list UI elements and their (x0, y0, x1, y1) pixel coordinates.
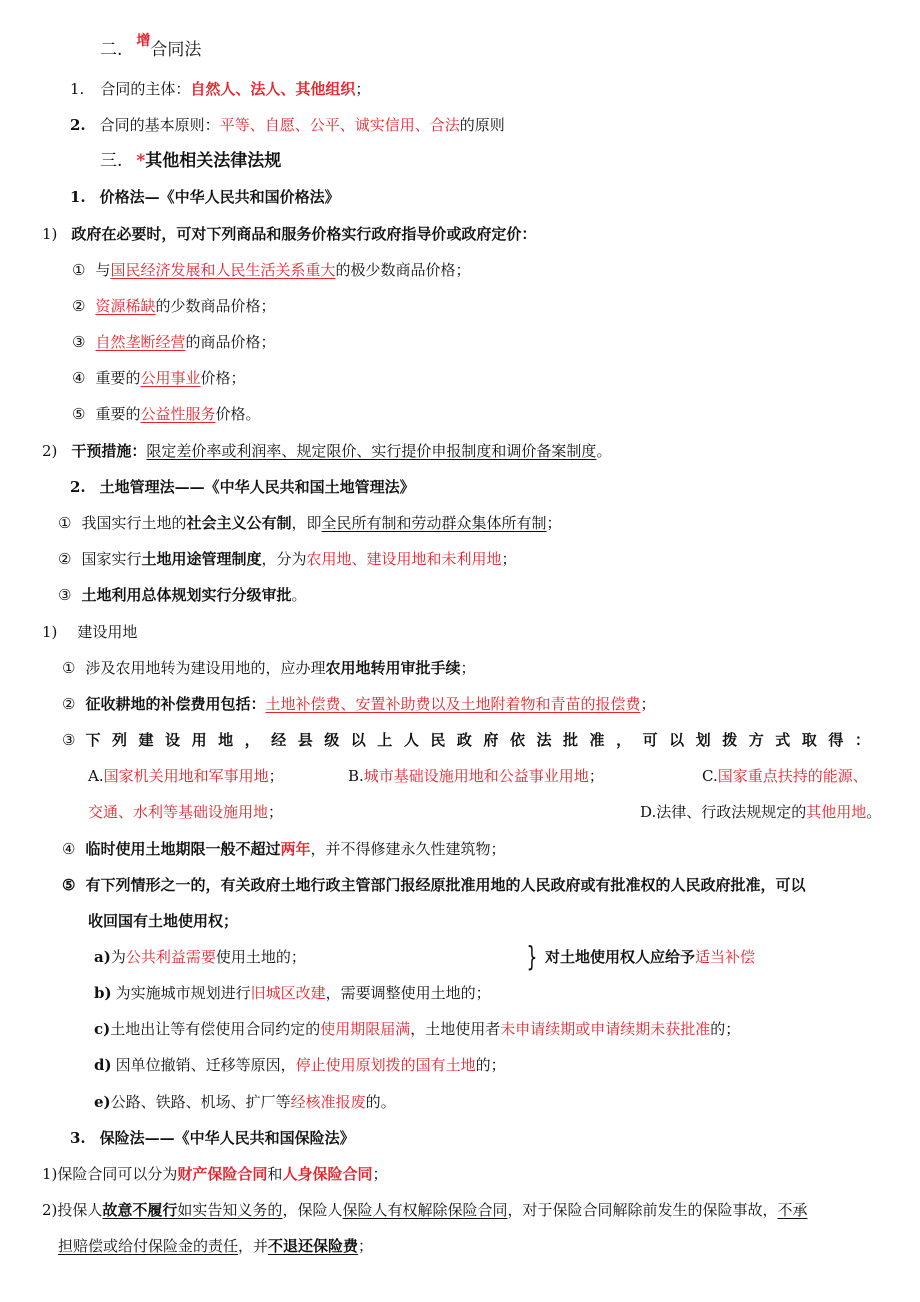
allocation-option-b: B.城市基础设施用地和公益事业用地； (348, 767, 604, 785)
allocation-char: 用 (191, 731, 207, 749)
added-mark: 增 (136, 33, 151, 49)
allocation-char: 方 (748, 731, 764, 749)
allocation-char: 上 (377, 731, 393, 749)
allocation-char: 府 (483, 731, 499, 749)
allocation-char: 建 (138, 731, 154, 749)
allocation-char: 得 (828, 731, 844, 749)
allocation-char: 级 (324, 731, 340, 749)
recovery-c: c)土地出让等有偿使用合同约定的使用期限届满，土地使用者未申请续期或申请续期未获批准的； (94, 1020, 741, 1038)
allocation-char: 拨 (722, 731, 738, 749)
allocation-char: 以 (669, 731, 685, 749)
recovery-d: d) 因单位撤销、迁移等原因，停止使用原划拨的国有土地的； (94, 1056, 506, 1074)
construction-item-2: ② 征收耕地的补偿费用包括：土地补偿费、安置补助费以及土地附着物和青苗的报偿费； (62, 695, 656, 713)
allocation-options-row-1: A.国家机关用地和军事用地； (88, 767, 284, 785)
allocation-char: 人 (403, 731, 419, 749)
land-item-1: ① 我国实行土地的社会主义公有制，即全民所有制和劳动群众集体所有制； (58, 514, 562, 532)
allocation-char: 取 (801, 731, 817, 749)
allocation-char: 政 (456, 731, 472, 749)
section-heading-other-laws: 三. *其他相关法律法规 (100, 151, 282, 171)
land-law-title: 2. 土地管理法——《中华人民共和国土地管理法》 (70, 478, 415, 496)
recovery-e: e)公路、铁路、机场、扩厂等经核准报废的。 (94, 1093, 396, 1111)
allocation-char: 可 (642, 731, 658, 749)
construction-item-3: ③ 下 列 建 设 用 地 ， 经 县 级 以 上 人 民 政 府 依 法 批 准 ， 可 以 划 拨 方 式 取 得 ： (62, 731, 870, 749)
price-list-item: ⑤ 重要的公益性服务价格。 (72, 405, 261, 423)
construction-item-1: ① 涉及农用地转为建设用地的，应办理农用地转用审批手续； (62, 659, 476, 677)
construction-item-4: ④ 临时使用土地期限一般不超过两年，并不得修建永久性建筑物； (62, 840, 506, 858)
contract-principles: 2. 合同的基本原则：平等、自愿、公平、诚实信用、合法的原则 (70, 116, 505, 134)
allocation-char: 民 (430, 731, 446, 749)
recovery-note: 对土地使用权人应给予适当补偿 (545, 948, 756, 966)
price-list-item: ① 与国民经济发展和人民生活关系重大的极少数商品价格； (72, 261, 471, 279)
insurance-law-title: 3. 保险法——《中华人民共和国保险法》 (70, 1129, 355, 1147)
construction-item-5: ⑤ 有下列情形之一的，有关政府土地行政主管部门报经原批准用地的人民政府或有批准权的人民政府批准，可以 (62, 876, 806, 894)
construction-land-heading: 1) 建设用地 (42, 623, 138, 641)
allocation-option-c-cont: 交通、水利等基础设施用地； (88, 803, 284, 821)
allocation-char: 县 (297, 731, 313, 749)
allocation-option-d: D.法律、行政法规规定的其他用地。 (640, 803, 882, 821)
allocation-char: 以 (350, 731, 366, 749)
allocation-char: 列 (111, 731, 127, 749)
price-intervention: 2) 干预措施：限定差价率或利润率、规定限价、实行提价申报制度和调价备案制度。 (42, 442, 612, 460)
price-law-title: 1. 价格法—《中华人民共和国价格法》 (70, 188, 340, 206)
price-list-item: ③ 自然垄断经营的商品价格； (72, 333, 276, 351)
allocation-option-c: C.国家重点扶持的能源、 (702, 767, 868, 785)
allocation-char: 依 (509, 731, 525, 749)
allocation-char: 设 (165, 731, 181, 749)
allocation-char: 法 (536, 731, 552, 749)
price-list-item: ④ 重要的公用事业价格； (72, 369, 246, 387)
price-list-item: ② 资源稀缺的少数商品价格； (72, 297, 276, 315)
construction-item-5-cont: 收回国有土地使用权； (88, 912, 239, 930)
insurance-item-2-cont: 担赔偿或给付保险金的责任，并不退还保险费； (58, 1237, 374, 1255)
allocation-char: ， (616, 731, 632, 749)
land-item-3: ③ 土地利用总体规划实行分级审批。 (58, 586, 307, 604)
land-item-2: ② 国家实行土地用途管理制度，分为农用地、建设用地和未利用地； (58, 550, 517, 568)
recovery-b: b) 为实施城市规划进行旧城区改建，需要调整使用土地的； (94, 984, 491, 1002)
insurance-item-2: 2)投保人故意不履行如实告知义务的，保险人保险人有权解除保险合同，对于保险合同解除前发生的保险事故，不承 (42, 1201, 808, 1219)
allocation-char: 准 (589, 731, 605, 749)
allocation-char: ： (854, 731, 870, 749)
allocation-char: 批 (563, 731, 579, 749)
allocation-char: 式 (775, 731, 791, 749)
allocation-char: 地 (218, 731, 234, 749)
section-heading-contract-law: 二. $^增$合同法 (100, 33, 202, 60)
price-law-item-1: 1) 政府在必要时，可对下列商品和服务价格实行政府指导价或政府定价： (42, 225, 537, 243)
allocation-char: 划 (695, 731, 711, 749)
allocation-text (85, 730, 870, 750)
recovery-a: a)为公共利益需要使用土地的； (94, 948, 306, 966)
brace-icon: } (526, 940, 538, 973)
allocation-char: 下 (85, 731, 101, 749)
allocation-char: 经 (271, 731, 287, 749)
insurance-item-1: 1)保险合同可以分为财产保险合同和人身保险合同； (42, 1165, 388, 1183)
contract-subject: 1. 合同的主体：自然人、法人、其他组织； (70, 80, 371, 98)
allocation-char: ， (244, 731, 260, 749)
